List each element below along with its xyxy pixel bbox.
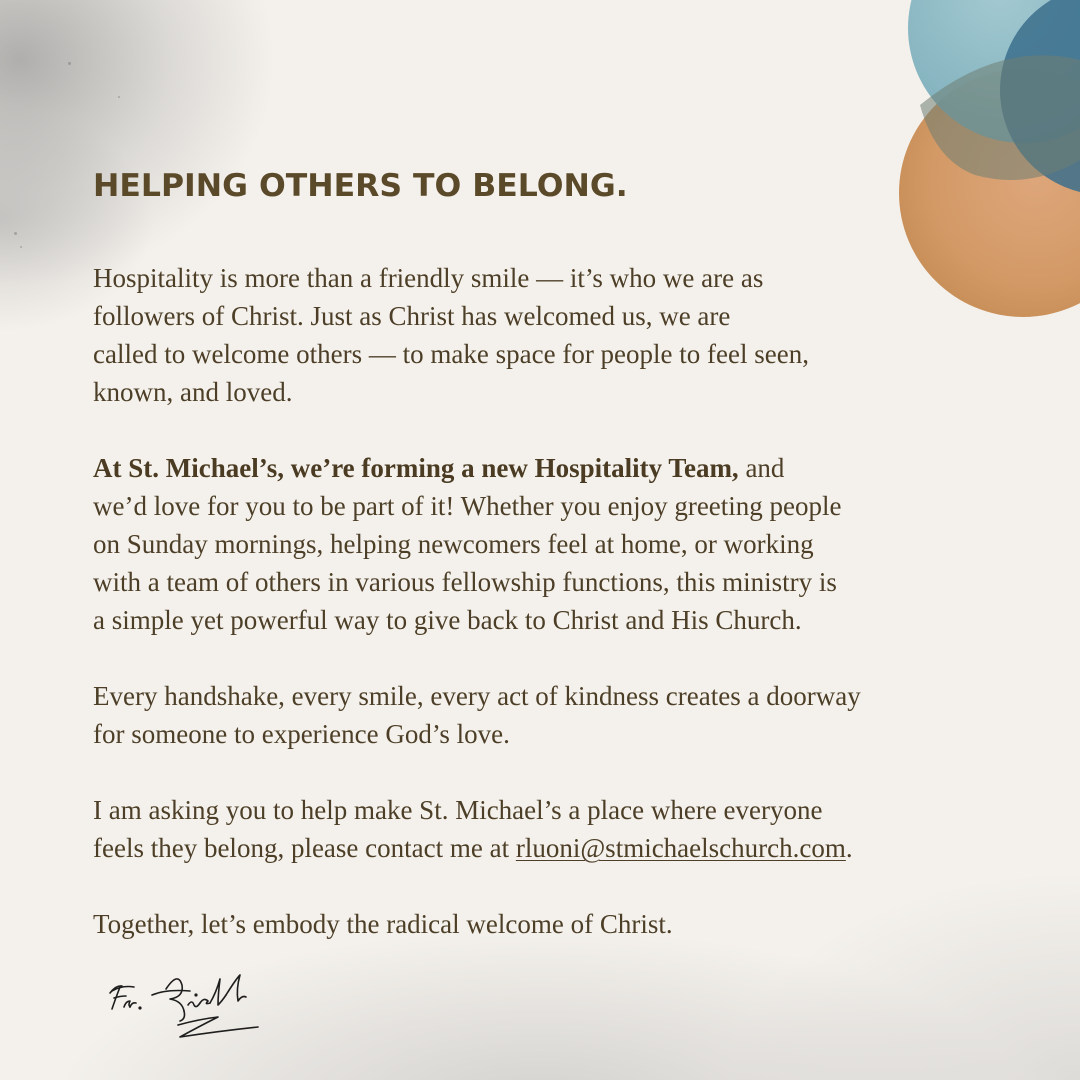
text-line: Every handshake, every smile, every act of kindness creates a doorway bbox=[93, 681, 861, 711]
page-title: HELPING OTHERS TO BELONG. bbox=[93, 168, 628, 204]
paragraph-closing bbox=[93, 905, 1023, 943]
text-line: we’d love for you to be part of it! Whether you enjoy greeting people bbox=[93, 491, 842, 521]
text-line: and bbox=[738, 453, 785, 483]
text-line: with a team of others in various fellowship functions, this ministry is bbox=[93, 567, 837, 597]
text-line: . bbox=[845, 833, 853, 863]
background-speck bbox=[118, 96, 120, 98]
text-line: known, and loved. bbox=[93, 377, 293, 407]
text-line: Hospitality is more than a friendly smile — it’s who we are as bbox=[93, 263, 764, 293]
background-speck bbox=[14, 232, 17, 235]
paragraph-kindness bbox=[93, 677, 1023, 753]
text-line: called to welcome others — to make space for people to feel seen, bbox=[93, 339, 809, 369]
paragraph-hospitality-intro bbox=[93, 259, 1023, 411]
handwritten-signature bbox=[100, 965, 280, 1055]
background-speck bbox=[68, 62, 71, 65]
team-announcement-lead: At St. Michael’s, we’re forming a new Hospitality Team, bbox=[93, 453, 739, 483]
background-speck bbox=[20, 246, 22, 248]
text-line: followers of Christ. Just as Christ has welcomed us, we are bbox=[93, 301, 731, 331]
text-line: for someone to experience God’s love. bbox=[93, 719, 510, 749]
text-line: I am asking you to help make St. Michael’s a place where everyone bbox=[93, 795, 823, 825]
letter-body bbox=[93, 259, 1023, 943]
paragraph-hospitality-team bbox=[93, 449, 1023, 639]
paragraph-contact bbox=[93, 791, 1023, 867]
text-line: a simple yet powerful way to give back to Christ and His Church. bbox=[93, 605, 802, 635]
text-line: Together, let’s embody the radical welcome of Christ. bbox=[93, 909, 673, 939]
text-line: feels they belong, please contact me at bbox=[93, 833, 516, 863]
text-line: on Sunday mornings, helping newcomers feel at home, or working bbox=[93, 529, 814, 559]
contact-email-link[interactable]: rluoni@stmichaelschurch.com bbox=[515, 833, 846, 863]
